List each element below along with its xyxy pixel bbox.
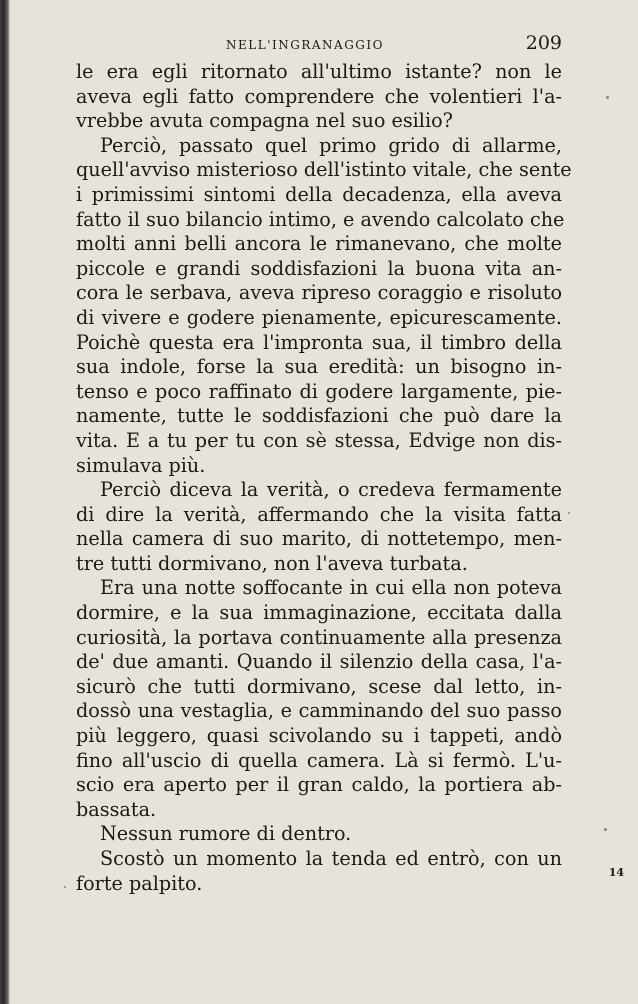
text-line: aveva egli fatto comprendere che volentieri l'a- (76, 84, 562, 108)
text-line: Perciò diceva la verità, o credeva fermamente (100, 478, 562, 502)
text-line: vita. E a tu per tu con sè stessa, Edvige non dis- (76, 428, 562, 452)
text-line: molti anni belli ancora le rimanevano, che molte (76, 232, 562, 256)
text-line: di vivere e godere pienamente, epicurescamente. (76, 305, 562, 329)
paper-speck (606, 96, 609, 99)
text-line: dormire, e la sua immaginazione, eccitata dalla (76, 601, 562, 625)
text-line: Nessun rumore di dentro. (100, 822, 352, 846)
text-line: vrebbe avuta compagna nel suo esilio? (76, 109, 453, 133)
page-number: 209 (525, 32, 562, 54)
text-line: Poichè questa era l'impronta sua, il timbro della (76, 330, 562, 354)
book-spine-shadow (0, 0, 10, 1004)
text-line: forte palpito. (76, 871, 203, 895)
text-line: fatto il suo bilancio intimo, e avendo calcolato che (76, 207, 565, 231)
paper-speck (604, 828, 607, 831)
text-line: piccole e grandi soddisfazioni la buona vita an- (76, 256, 562, 280)
text-line: quell'avviso misterioso dell'istinto vitale, che sente (76, 158, 572, 182)
text-line: curiosità, la portava continuamente alla presenza (76, 625, 562, 649)
text-line: sicurò che tutti dormivano, scese dal letto, in- (76, 674, 562, 698)
text-line: i primissimi sintomi della decadenza, ella aveva (76, 182, 562, 206)
text-line: bassata. (76, 797, 157, 821)
text-line: de' due amanti. Quando il silenzio della casa, l'a- (76, 650, 562, 674)
text-line: più leggero, quasi scivolando su i tappeti, andò (76, 724, 562, 748)
text-line: nella camera di suo marito, di nottetempo, men- (76, 527, 562, 551)
text-line: Era una notte soffocante in cui ella non poteva (100, 576, 562, 600)
book-page (76, 30, 572, 896)
page-header (76, 30, 562, 58)
text-line: tenso e poco raffinato di godere largamente, pie- (76, 379, 562, 403)
text-line: sua indole, forse la sua eredità: un bisogno in- (76, 355, 562, 379)
text-line: Perciò, passato quel primo grido di allarme, (100, 133, 562, 157)
text-line: namente, tutte le soddisfazioni che può dare la (76, 404, 562, 428)
text-line: tre tutti dormivano, non l'aveva turbata. (76, 551, 468, 575)
body-text (76, 60, 572, 896)
text-line: di dire la verità, affermando che la visita fatta (76, 502, 562, 526)
text-line: cora le serbava, aveva ripreso coraggio e risoluto (76, 281, 562, 305)
text-line: Scostò un momento la tenda ed entrò, con un (100, 847, 562, 870)
paper-speck (64, 886, 66, 888)
paper-speck (568, 512, 570, 514)
running-title: NELL'INGRANAGGIO (226, 38, 384, 52)
text-line: le era egli ritornato all'ultimo istante? non le (76, 60, 562, 83)
text-line: fino all'uscio di quella camera. Là si fermò. L'u- (76, 748, 562, 772)
text-line: simulava più. (76, 453, 206, 477)
text-line: scio era aperto per il gran caldo, la portiera ab- (76, 773, 562, 797)
signature-mark: 14 (608, 866, 624, 879)
text-line: dossò una vestaglia, e camminando del suo passo (76, 699, 562, 723)
